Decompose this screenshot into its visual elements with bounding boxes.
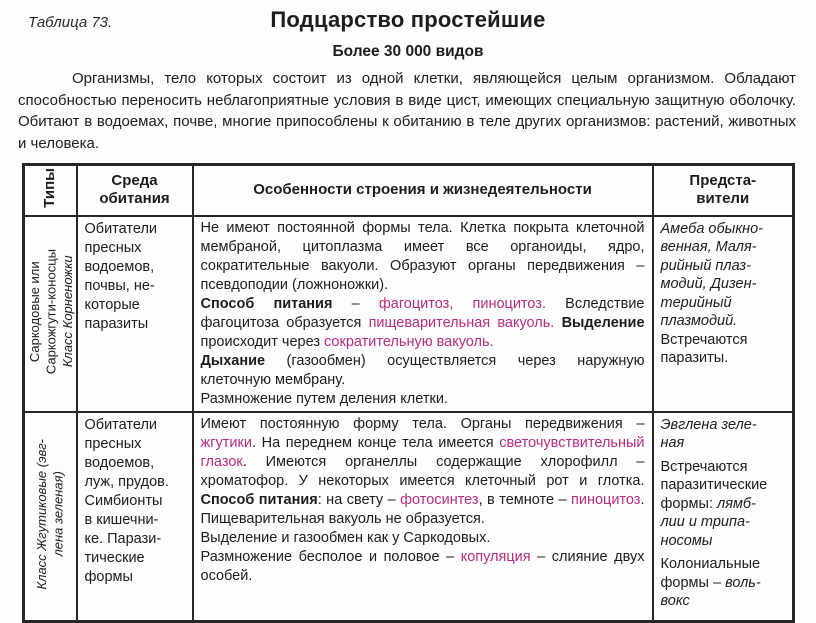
column-header-representatives: Предста- вители — [653, 165, 794, 216]
column-header-types-cell — [24, 165, 77, 216]
type-label-cell-flagellata — [24, 412, 77, 622]
features-cell-sarcodina: Не имеют постоянной формы тела. Клетка покрыта клеточной мембраной, цитоплазма имеет все органоиды, ядро, сократительные вакуоли. Образуют органы передвижения – псевдоподии (ложноножки). Способ питания – фагоцитоз, пиноцитоз. Вследствие фагоцитоза образуется пищеварительная вакуоль. Выделение происходит через сократительную вакуоль. Дыхание (газообмен) осуществляется через наружную клеточную мембрану. Размножение путем деления клетки. — [193, 216, 653, 412]
table-row-sarcodina — [24, 216, 794, 412]
habitat-cell-sarcodina: Обитатели пресных водоемов, почвы, не- которые паразиты — [77, 216, 193, 412]
type-label-sarcodina: Саркодовые или Саркожгути-коносцы Класс Корненожки — [27, 248, 75, 374]
type-label-cell-sarcodina — [24, 216, 77, 412]
header-row — [24, 165, 794, 216]
intro-paragraph: Организмы, тело которых состоит из одной клетки, являющейся целым организмом. Обладают способностью переносить неблагоприятные условия в виде цист, имеющих специальную защитную оболочку. Обитают в водоемах, почве, многие припособлены к обитанию в теле других организмов: растений, животных и человека. — [18, 70, 796, 152]
table-row-flagellata — [24, 412, 794, 622]
column-header-habitat: Среда обитания — [77, 165, 193, 216]
features-cell-flagellata: Имеют постоянную форму тела. Органы передвижения – жгутики. На переднем конце тела имеется светочувствительный глазок. Имеются органеллы содержащие хлорофилл – хроматофор. У некоторых имеется клеточный рот и глотка. Способ питания: на свету – фотосинтез, в темноте – пиноцитоз. Пищеварительная вакуоль не образуется. Выделение и газообмен как у Саркодовых. Размножение бесполое и половое – копуляция – слияние двух особей. — [193, 412, 653, 622]
species-count-subtitle: Более 30 000 видов — [332, 43, 484, 60]
column-header-types: Типы — [41, 168, 59, 208]
column-header-features: Особенности строения и жизнедеятельности — [193, 165, 653, 216]
type-label-flagellata: Класс Жгутиковые (эвг- лена зеленая) — [33, 438, 66, 590]
page-title: Подцарство простейшие — [270, 7, 546, 32]
representatives-cell-flagellata: Эвглена зеле- ная Встречаются паразитические формы: лямб- лии и трипа- носомы Колониальные формы – воль- вокс — [653, 412, 794, 622]
protozoa-table — [22, 163, 795, 623]
representatives-cell-sarcodina: Амеба обыкно- венная, Маля- рийный плаз- модий, Дизен- терийный плазмодий. Встречаются паразиты. — [653, 216, 794, 412]
table-number-label: Таблица 73. — [28, 14, 113, 31]
habitat-cell-flagellata: Обитатели пресных водоемов, луж, прудов. Симбионты в кишечни- ке. Парази- тические формы — [77, 412, 193, 622]
